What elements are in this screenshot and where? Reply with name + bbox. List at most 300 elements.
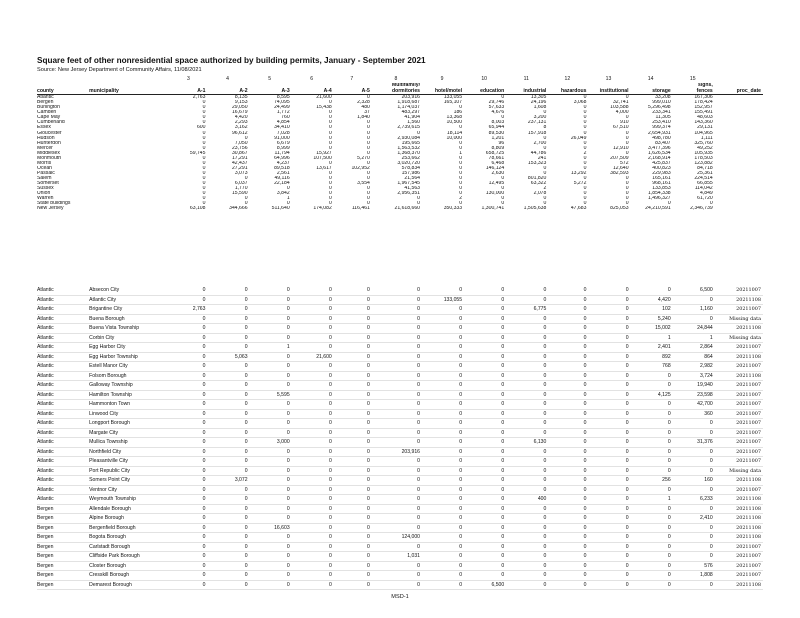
municipality-value: 0 (328, 401, 332, 407)
county-value: 17,291 (231, 155, 248, 161)
municipality-value: 0 (328, 553, 332, 559)
municipality-value: 0 (202, 543, 206, 550)
county-value: 32,741 (612, 100, 629, 106)
county-value: 1,368,370 (397, 150, 420, 156)
municipality-name: Linwood City (89, 410, 119, 417)
municipality-row (37, 419, 763, 429)
county-value: 4,676 (491, 110, 505, 116)
municipality-value: 0 (543, 534, 547, 540)
municipality-value: 0 (417, 372, 420, 379)
municipality-value: 0 (367, 363, 370, 369)
municipality-value: 0 (709, 486, 713, 493)
column-header: education (464, 83, 506, 95)
municipality-value: 0 (459, 439, 463, 445)
page-footer: MSD-1 (391, 594, 409, 600)
county-value: 15,590 (231, 191, 248, 197)
county-value: 146,124 (485, 165, 505, 171)
county-value: 21,600 (316, 94, 332, 101)
municipality-value: 0 (244, 429, 248, 436)
municipality-value: 0 (202, 344, 206, 350)
municipality-value: 0 (328, 534, 332, 540)
municipality-value: 0 (244, 420, 248, 426)
municipality-value: 0 (417, 296, 420, 303)
county-name: Cumberland (37, 120, 65, 126)
municipality-row (37, 542, 763, 552)
county-value: 3,200 (533, 115, 547, 121)
county-value: 0 (583, 125, 587, 131)
municipality-value: 0 (543, 372, 547, 379)
municipality-value: 0 (709, 448, 713, 455)
municipality-value: 0 (202, 420, 206, 426)
county-value: 2 (543, 186, 547, 192)
proc-date: Missing data (729, 315, 761, 322)
proc-date-header: proc_date (715, 83, 763, 95)
county-value: 2,168,914 (647, 155, 671, 161)
county-value: 0 (367, 135, 370, 141)
municipality-value: 0 (583, 315, 587, 322)
municipality-value: 0 (328, 524, 332, 531)
municipality-value: 0 (583, 334, 587, 341)
county-name: Warren (37, 196, 54, 202)
municipality-value: 0 (202, 524, 206, 531)
municipality-value: 0 (459, 382, 463, 388)
county-value: 0 (501, 186, 505, 192)
municipality-value: 0 (625, 467, 629, 474)
county-value: 0 (244, 175, 248, 181)
county-value: 0 (202, 140, 206, 146)
report-title: Square feet of other nonresidential space authorized by building permits, January - September 2021 (37, 56, 426, 65)
county-value: 229,983 (652, 170, 671, 176)
municipality-name: Allendale Borough (89, 505, 131, 512)
county-value: 0 (625, 140, 629, 146)
county-value: 0 (367, 94, 370, 101)
county-value: 425,837 (652, 160, 671, 166)
proc-date: 20211108 (736, 325, 761, 331)
municipality-value: 0 (625, 458, 629, 464)
proc-date: 20211007 (736, 391, 761, 398)
municipality-value: 0 (543, 458, 547, 464)
municipality-value: 0 (328, 382, 332, 388)
county-value: 0 (501, 94, 505, 101)
county-value: 7,028 (276, 130, 290, 136)
municipality-value: 0 (501, 334, 505, 341)
municipality-name: Buena Borough (89, 315, 125, 322)
municipality-value: 0 (709, 458, 713, 464)
municipality-row (37, 495, 763, 505)
municipality-value: 0 (543, 353, 547, 360)
municipality-value: 0 (328, 562, 332, 569)
county-value: 0 (583, 201, 587, 207)
municipality-value: 0 (667, 401, 671, 407)
municipality-value: 0 (625, 391, 629, 398)
county-value: 0 (459, 105, 463, 111)
municipality-name: Weymouth Township (89, 496, 136, 502)
municipality-value: 0 (244, 496, 248, 502)
column-header: A-2 (207, 83, 249, 95)
municipality-value: 15,002 (655, 325, 671, 331)
county-name: Atlantic (37, 334, 54, 341)
municipality-value: 0 (367, 372, 370, 379)
county-value: 801,820 (527, 175, 547, 181)
county-value: 572 (620, 160, 629, 166)
proc-date: 20211007 (736, 287, 761, 293)
county-value: 241 (537, 155, 547, 161)
county-value: 42,437 (231, 160, 248, 166)
county-value: 233,341 (652, 110, 671, 116)
county-value: 157,986 (401, 170, 420, 176)
column-number: 4 (226, 76, 229, 82)
column-number: 8 (394, 76, 398, 82)
county-value: 13,617 (316, 165, 332, 171)
county-value: 1,770 (234, 186, 248, 192)
municipality-value: 0 (244, 306, 248, 312)
county-value: 34,410 (274, 125, 290, 131)
municipality-value: 0 (328, 315, 332, 322)
column-number: 10 (481, 76, 487, 82)
municipality-value: 0 (417, 420, 420, 426)
county-value: 224,514 (694, 175, 713, 181)
municipality-row (37, 580, 763, 590)
county-value: 1 (459, 150, 463, 156)
county-value: 0 (459, 140, 463, 146)
municipality-value: 0 (625, 477, 629, 483)
municipality-value: 1,808 (700, 572, 713, 578)
municipality-row (37, 305, 763, 315)
county-value: 0 (328, 120, 332, 126)
county-name: Bergen (37, 543, 54, 550)
municipality-name: Port Republic City (89, 467, 130, 474)
municipality-value: 0 (583, 325, 587, 331)
county-value: 21,618,660 (394, 206, 420, 212)
municipality-value: 0 (583, 477, 587, 483)
municipality-value: 0 (501, 562, 505, 569)
municipality-value: 0 (709, 534, 713, 540)
municipality-header: municipality (89, 83, 171, 95)
municipality-value: 0 (625, 410, 629, 417)
county-value: 0 (202, 196, 206, 202)
municipality-value: 31,376 (697, 439, 713, 445)
proc-date: 20211007 (736, 486, 761, 493)
municipality-value: 0 (367, 325, 370, 331)
county-value: 825,053 (610, 206, 629, 212)
municipality-value: 0 (244, 562, 248, 569)
municipality-value: 2,763 (192, 306, 206, 312)
county-value: 0 (244, 135, 248, 141)
proc-date: 20211108 (736, 477, 761, 483)
municipality-row (37, 295, 763, 305)
proc-date: 20211007 (736, 562, 761, 569)
municipality-value: 0 (367, 439, 370, 445)
municipality-name: Absecon City (89, 287, 120, 293)
county-value: 0 (501, 115, 505, 121)
county-name: Sussex (37, 186, 54, 192)
county-value: 0 (543, 201, 547, 207)
municipality-value: 0 (501, 505, 505, 512)
county-value: 0 (625, 191, 629, 197)
municipality-value: 0 (543, 287, 547, 293)
municipality-value: 0 (286, 382, 290, 388)
municipality-value: 0 (367, 515, 370, 521)
column-number: 6 (310, 76, 314, 82)
county-name: Atlantic (37, 372, 54, 379)
municipality-value: 0 (328, 429, 332, 436)
proc-date: 20211007 (736, 344, 761, 350)
county-name: Atlantic (37, 439, 54, 445)
municipality-value: 0 (583, 515, 587, 521)
municipality-value: 0 (286, 562, 290, 569)
municipality-value: 0 (286, 581, 290, 588)
county-value: 74,095 (274, 100, 290, 106)
county-value: 18,114 (446, 130, 463, 136)
municipality-value: 0 (367, 391, 370, 398)
county-value: 2,956,351 (397, 191, 420, 197)
municipality-row (37, 514, 763, 524)
municipality-value: 0 (459, 344, 463, 350)
municipality-name: Bergenfield Borough (89, 524, 136, 531)
county-value: 195,665 (401, 140, 420, 146)
county-value: 3,020,720 (397, 160, 420, 166)
county-value: 67,510 (612, 125, 629, 131)
county-name: Mercer (37, 145, 53, 151)
municipality-value: 0 (543, 467, 547, 474)
county-value: 0 (583, 196, 587, 202)
municipality-value: 0 (625, 353, 629, 360)
county-value: 29,050 (231, 105, 248, 111)
county-name: Burlington (37, 105, 60, 111)
municipality-value: 0 (328, 372, 332, 379)
county-value: 143,360 (694, 120, 713, 126)
municipality-name: Folsom Borough (89, 372, 127, 379)
municipality-value: 0 (202, 534, 206, 540)
municipality-value: 0 (417, 382, 420, 388)
municipality-name: Margate City (89, 429, 119, 436)
county-value: 24,196 (530, 100, 547, 106)
county-value: 27,291 (231, 165, 248, 171)
county-value: 3,073 (234, 170, 248, 176)
proc-date: 20211007 (736, 458, 761, 464)
municipality-value: 0 (367, 344, 370, 350)
municipality-value: 0 (543, 325, 547, 331)
municipality-value: 0 (625, 363, 629, 369)
municipality-value: 0 (709, 429, 713, 436)
municipality-row (37, 504, 763, 514)
spacer-cell (715, 75, 763, 83)
municipality-value: 0 (328, 334, 332, 341)
municipality-value: 0 (543, 581, 547, 588)
municipality-name: Longport Borough (89, 420, 130, 426)
municipality-value: 0 (501, 572, 505, 578)
municipality-value: 0 (328, 486, 332, 493)
proc-date: 20211007 (736, 420, 761, 426)
municipality-value: 0 (583, 534, 587, 540)
county-value: 47,683 (570, 206, 587, 212)
county-value: 0 (367, 201, 370, 207)
municipality-value: 4,420 (657, 296, 671, 303)
proc-date: 20211108 (736, 524, 761, 531)
proc-date: 20211007 (736, 382, 761, 388)
municipality-value: 0 (459, 325, 463, 331)
county-value: 0 (202, 105, 206, 111)
municipality-value: 0 (244, 458, 248, 464)
municipality-value: 0 (367, 410, 370, 417)
municipality-value: 1,031 (407, 553, 420, 559)
municipality-value: 0 (244, 287, 248, 293)
county-value: 0 (543, 170, 547, 176)
municipality-value: 0 (367, 477, 370, 483)
municipality-name: Galloway Township (89, 382, 133, 388)
county-value: 0 (583, 115, 587, 121)
municipality-value: 0 (367, 334, 370, 341)
municipality-name: Cresskill Borough (89, 572, 130, 578)
municipality-name: Mullica Township (89, 439, 128, 445)
county-value: 133,055 (443, 94, 463, 101)
municipality-value: 0 (543, 562, 547, 569)
municipality-table (37, 286, 763, 590)
municipality-value: 0 (417, 458, 420, 464)
municipality-value: 0 (625, 572, 629, 578)
county-value: 8,135 (234, 94, 248, 101)
municipality-value: 0 (583, 391, 587, 398)
municipality-value: 0 (286, 515, 290, 521)
county-value: 63,322 (530, 180, 547, 186)
county-value: 157,918 (527, 130, 547, 136)
municipality-value: 0 (417, 344, 420, 350)
municipality-value: 0 (543, 382, 547, 388)
county-value: 5,270 (357, 155, 370, 161)
municipality-value: 0 (583, 429, 587, 436)
county-value: 114,042 (694, 186, 713, 192)
municipality-value: 0 (244, 344, 248, 350)
county-value: 0 (202, 155, 206, 161)
municipality-value: 0 (417, 467, 420, 474)
county-name: Atlantic (37, 344, 54, 350)
municipality-value: 133,055 (443, 296, 463, 303)
municipality-value: 0 (543, 363, 547, 369)
county-value: 0 (459, 165, 463, 171)
municipality-value: 0 (459, 467, 463, 474)
county-name: Atlantic (37, 391, 54, 398)
municipality-value: 0 (328, 581, 332, 588)
municipality-value: 0 (501, 515, 505, 521)
county-name: Atlantic (37, 420, 54, 426)
county-value: 12,495 (488, 180, 505, 186)
municipality-value: 0 (367, 486, 370, 493)
municipality-value: 0 (417, 562, 420, 569)
county-value: 0 (459, 201, 463, 207)
county-value: 382,593 (610, 170, 629, 176)
county-value: 104,965 (694, 130, 713, 136)
municipality-value: 0 (583, 287, 587, 293)
municipality-value: 400 (537, 496, 547, 502)
municipality-value: 0 (501, 486, 505, 493)
municipality-value: 0 (625, 372, 629, 379)
county-value: 24,210,591 (645, 206, 671, 212)
municipality-value: 0 (459, 477, 463, 483)
county-value: 41,904 (404, 115, 420, 121)
county-value: 0 (543, 196, 547, 202)
county-name: Atlantic (37, 353, 54, 360)
county-value: 26,049 (570, 135, 587, 141)
county-value: 0 (543, 145, 547, 151)
county-value: 0 (543, 165, 547, 171)
column-header: A-5 (334, 83, 372, 95)
municipality-name: Closter Borough (89, 562, 126, 569)
county-value: 10,000 (446, 135, 463, 141)
county-value: 0 (367, 186, 370, 192)
county-value: 0 (202, 175, 206, 181)
municipality-row (37, 371, 763, 381)
county-value: 4,237 (276, 160, 290, 166)
municipality-value: 0 (501, 353, 505, 360)
municipality-row (37, 324, 763, 334)
municipality-value: 0 (459, 448, 463, 455)
county-value: 24,499 (274, 105, 290, 111)
county-value: 96,612 (231, 130, 248, 136)
county-value: 0 (417, 201, 420, 207)
county-name: Atlantic (37, 467, 54, 474)
municipality-value: 0 (543, 410, 547, 417)
county-value: 65,944 (488, 125, 505, 131)
county-value: 1,854,338 (647, 191, 671, 197)
county-value: 0 (328, 145, 332, 151)
municipality-value: 0 (625, 448, 629, 455)
county-value: 344,666 (229, 206, 248, 212)
municipality-value: 0 (202, 572, 206, 578)
county-value: 483,297 (401, 110, 420, 116)
municipality-value: 16,603 (274, 524, 290, 531)
municipality-value: 0 (328, 420, 332, 426)
county-value: 59,745 (189, 150, 206, 156)
county-value: 13,292 (570, 170, 587, 176)
municipality-value: 0 (328, 505, 332, 512)
municipality-value: 0 (202, 467, 206, 474)
county-value: 22,184 (274, 180, 290, 186)
municipality-value: 0 (286, 420, 290, 426)
municipality-value: 0 (459, 287, 463, 293)
county-value: 760 (281, 115, 290, 121)
county-value: 0 (367, 191, 370, 197)
county-value: 4,849 (700, 191, 713, 197)
county-value: 8 (543, 125, 547, 131)
county-value: 0 (367, 145, 370, 151)
county-value: 0 (202, 201, 206, 207)
county-value: 253,410 (652, 120, 671, 126)
municipality-value: 5,240 (657, 315, 671, 322)
county-name: Atlantic (37, 363, 54, 369)
municipality-row (37, 476, 763, 486)
county-name: Atlantic (37, 410, 54, 417)
municipality-row (37, 533, 763, 543)
municipality-value: 1 (667, 496, 671, 502)
county-value: 2,293 (234, 120, 248, 126)
county-value: 165,161 (652, 175, 671, 181)
municipality-value: 1 (709, 334, 713, 341)
municipality-value: 0 (328, 467, 332, 474)
municipality-value: 0 (625, 496, 629, 502)
county-value: 0 (583, 140, 587, 146)
municipality-value: 0 (244, 515, 248, 521)
county-value: 253,662 (401, 155, 420, 161)
municipality-value: 6,500 (491, 581, 505, 588)
county-name: Essex (37, 125, 51, 131)
county-name: Atlantic (37, 325, 54, 331)
county-name: Atlantic (37, 486, 54, 493)
municipality-value: 0 (625, 562, 629, 569)
county-value: 8,809 (491, 145, 505, 151)
municipality-value: 0 (328, 458, 332, 464)
county-name: Bergen (37, 524, 54, 531)
county-value: 0 (328, 125, 332, 131)
